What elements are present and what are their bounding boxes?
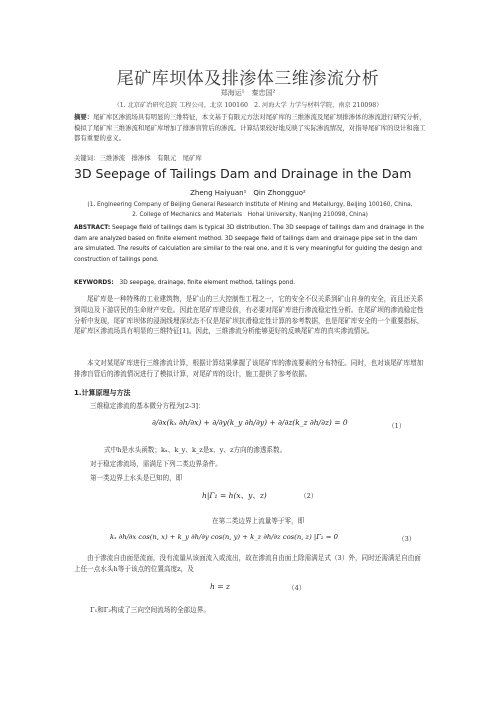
equation-1-number: （1） <box>388 422 406 430</box>
equation-4-number: （4） <box>288 584 306 592</box>
keywords-en-label: KEYWORDS: <box>74 280 114 286</box>
keywords-cn-label: 关键词： <box>74 154 100 162</box>
abstract-en-label: ABSTRACT: <box>74 225 111 231</box>
keywords-cn-text: 三维渗流 排渗体 有限元 尾矿库 <box>99 154 202 162</box>
affiliation-en-line: (1. Engineering Company of Beijing General Research Institute of Mining and Metallurgy, Beijing 100160, China, <box>87 202 413 208</box>
paper-title-en: 3D Seepage of Tailings Dam and Drainage in the Dam <box>74 166 412 181</box>
abstract-en-text: Seepage field of tailings dam is typical 3D distribution. The 3D seepage of tailings dam and drainage in the dam are analyzed based on finite element method. 3D seepage field of tailings dam and drainage pipe set in the dam are simulated. The results of calculation are similar to the real one, and it is very meaningful for guiding the design and construction of tailings pond. <box>74 225 424 263</box>
abstract-cn <box>74 112 426 144</box>
equation-intro: 三维稳定渗流的基本微分方程为[2-3]： <box>90 402 205 410</box>
authors-en: Zheng Haiyuan¹ Qin Zhongguo² <box>190 189 306 197</box>
keywords-cn <box>74 153 426 162</box>
authors: 郑海运¹ 秦忠国² <box>220 89 276 97</box>
boundary-1-intro: 第一类边界上水头是已知的，即 <box>90 474 183 482</box>
intro-paragraph-1: 尾矿库是一种特殊的工业建筑物，是矿山的三大控制性工程之一，它的安全不仅关系到矿山自身的安全，而且还关系到周边及下游居民的生命财产安危。因此在尾矿库建设前，有必要对尾矿库进行渗流稳定性分析。在尾矿坝的渗流稳定性分析中发现，尾矿库坝体的浸润线埋深状态不仅是尾矿坝抗滑稳定性计算的参考数据，也是尾矿库安全的一个重要指标，尾矿库区渗流场具有明显的三维特征[1]。因此，三维渗流分析能够更好的反映尾矿库的真实渗流情况。 <box>74 295 424 336</box>
equation-1: ∂/∂x(kₓ ∂h/∂x) + ∂/∂y(k_y ∂h/∂y) + ∂/∂z(k_z ∂h/∂z) = 0 <box>152 418 348 427</box>
keywords-en-text: 3D seepage, drainage, finite element method, tailings pond. <box>113 280 295 286</box>
equation-3: kₓ ∂h/∂x cos(n, x) + k_y ∂h/∂y cos(n, y) + k_z ∂h/∂z cos(n, z) |Γ₂ = 0 <box>110 533 338 541</box>
equation-4: h = z <box>210 582 230 591</box>
abstract-cn-text: 尾矿库区渗流场具有明显的三维特征，本文基于有限元方法对尾矿库的三维渗流及尾矿坝排渗体的渗流进行研究分析，模拟了尾矿库三维渗流和尾矿库增加了排渗盲管后的渗流。计算结果较好地反映了实际渗流情况，对指导尾矿库的设计和施工都有重要的意义。 <box>74 113 426 142</box>
section-heading: 1.计算原理与方法 <box>74 389 131 397</box>
equation-1-description: 式中h是水头函数；kₓ、k_y、k_z是x、y、z方向的渗透系数。 <box>104 446 287 454</box>
boundary-2-intro: 在第二类边界上流量等于零，即 <box>212 517 305 525</box>
abstract-en <box>74 223 426 265</box>
equation-3-number: （3） <box>398 535 416 543</box>
keywords-en <box>74 277 426 286</box>
paper-title: 尾矿库坝体及排渗体三维渗流分析 <box>116 69 380 89</box>
free-surface-paragraph: 由于渗流自由面是流面，没有流量从该面流入或流出，故在渗流自由面上除需满足式（3）外，同时还需满足自由面上任一点水头h等于该点的位置高度z，及 <box>74 554 421 573</box>
boundary-intro: 对于稳定渗流场，需满足下列二类边界条件。 <box>90 460 222 468</box>
intro-paragraph-2: 本文对某尾矿库进行三维渗流计算，根据计算结果掌握了该尾矿库的渗流要素的分布特征。同时，也对该尾矿库增加排渗盲管后的渗流情况进行了模拟计算，对尾矿库的设计，施工提供了参考依据。 <box>74 359 424 378</box>
closing-line: Γ₁和Γ₂构成了三向空间流场的全部边界。 <box>90 606 210 614</box>
abstract-cn-label: 摘要： <box>74 113 94 121</box>
equation-2: h|Γ₁ = h(x、y、z) <box>202 491 267 500</box>
affiliation: （1. 北京矿冶研究总院 工程公司，北京 100160 2. 河海大学 力学与材料学院，南京 210098） <box>113 102 383 109</box>
equation-2-number: （2） <box>300 492 318 500</box>
affiliation-en <box>74 200 426 220</box>
affiliation-en-line: 2. College of Mechanics and Materials Hohai University, Nanjing 210098, China) <box>132 212 368 218</box>
